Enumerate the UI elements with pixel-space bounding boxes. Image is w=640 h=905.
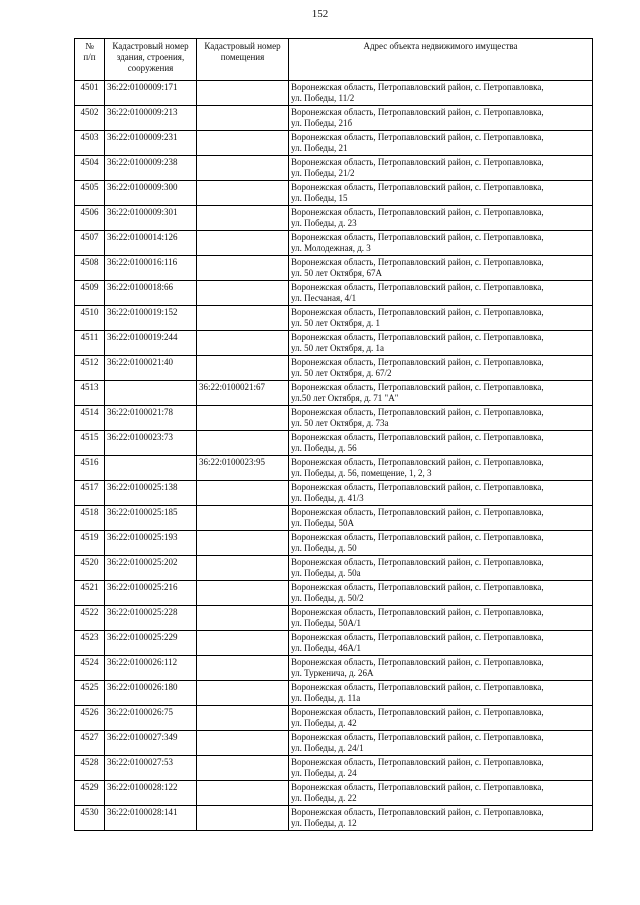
building-cadastral-number: 36:22:0100027:53: [105, 756, 197, 781]
property-address: [289, 356, 593, 381]
building-cadastral-number: 36:22:0100009:301: [105, 206, 197, 231]
property-address: [289, 656, 593, 681]
table-row: [75, 381, 593, 406]
row-number: 4513: [75, 381, 105, 406]
property-address: [289, 481, 593, 506]
row-number: 4528: [75, 756, 105, 781]
address-line-1: Воронежская область, Петропавловский район, с. Петропавловка,: [291, 457, 544, 467]
address-line-2: ул. Победы, д. 23: [291, 217, 357, 228]
building-cadastral-number: [105, 456, 197, 481]
address-line-2: ул. Победы, 21/2: [291, 167, 355, 178]
room-cadastral-number: [197, 306, 289, 331]
address-line-1: Воронежская область, Петропавловский район, с. Петропавловка,: [291, 532, 544, 542]
address-line-1: Воронежская область, Петропавловский район, с. Петропавловка,: [291, 582, 544, 592]
table-row: [75, 531, 593, 556]
address-line-1: Воронежская область, Петропавловский район, с. Петропавловка,: [291, 232, 544, 242]
room-cadastral-number: [197, 631, 289, 656]
property-address: [289, 206, 593, 231]
table-row: [75, 181, 593, 206]
property-address: [289, 181, 593, 206]
property-address: [289, 456, 593, 481]
address-line-1: Воронежская область, Петропавловский район, с. Петропавловка,: [291, 732, 544, 742]
header-address: Адрес объекта недвижимого имущества: [289, 39, 593, 81]
address-line-2: ул. Победы, д. 12: [291, 817, 357, 828]
address-line-1: Воронежская область, Петропавловский район, с. Петропавловка,: [291, 357, 544, 367]
room-cadastral-number: [197, 731, 289, 756]
row-number: 4511: [75, 331, 105, 356]
property-address: [289, 106, 593, 131]
property-address: [289, 706, 593, 731]
building-cadastral-number: 36:22:0100027:349: [105, 731, 197, 756]
address-line-1: Воронежская область, Петропавловский район, с. Петропавловка,: [291, 507, 544, 517]
row-number: 4510: [75, 306, 105, 331]
room-cadastral-number: [197, 156, 289, 181]
address-line-1: Воронежская область, Петропавловский район, с. Петропавловка,: [291, 157, 544, 167]
address-line-2: ул. Победы, 21б: [291, 117, 353, 128]
row-number: 4518: [75, 506, 105, 531]
table-row: [75, 731, 593, 756]
table-header-row: [75, 39, 593, 81]
property-address: [289, 406, 593, 431]
property-address: [289, 81, 593, 106]
building-cadastral-number: 36:22:0100026:180: [105, 681, 197, 706]
address-line-1: Воронежская область, Петропавловский район, с. Петропавловка,: [291, 607, 544, 617]
property-address: [289, 306, 593, 331]
room-cadastral-number: 36:22:0100023:95: [197, 456, 289, 481]
row-number: 4516: [75, 456, 105, 481]
address-line-2: ул. Победы, 50А/1: [291, 617, 362, 628]
room-cadastral-number: [197, 131, 289, 156]
table-row: [75, 606, 593, 631]
table-row: [75, 631, 593, 656]
address-line-2: ул. Победы, д. 50а: [291, 567, 361, 578]
address-line-2: ул. Победы, 11/2: [291, 92, 355, 103]
address-line-1: Воронежская область, Петропавловский район, с. Петропавловка,: [291, 182, 544, 192]
address-line-1: Воронежская область, Петропавловский район, с. Петропавловка,: [291, 657, 544, 667]
row-number: 4502: [75, 106, 105, 131]
address-line-1: Воронежская область, Петропавловский район, с. Петропавловка,: [291, 432, 544, 442]
property-address: [289, 731, 593, 756]
address-line-2: ул. 50 лет Октября, д. 67/2: [291, 367, 392, 378]
row-number: 4519: [75, 531, 105, 556]
table-row: [75, 581, 593, 606]
address-line-2: ул. 50 лет Октября, д. 1а: [291, 342, 385, 353]
building-cadastral-number: 36:22:0100009:213: [105, 106, 197, 131]
row-number: 4523: [75, 631, 105, 656]
building-cadastral-number: 36:22:0100025:138: [105, 481, 197, 506]
address-line-1: Воронежская область, Петропавловский район, с. Петропавловка,: [291, 332, 544, 342]
building-cadastral-number: 36:22:0100026:75: [105, 706, 197, 731]
address-line-2: ул. Песчаная, 4/1: [291, 292, 357, 303]
building-cadastral-number: [105, 381, 197, 406]
address-line-2: ул. 50 лет Октября, д. 73а: [291, 417, 389, 428]
room-cadastral-number: [197, 581, 289, 606]
property-address: [289, 381, 593, 406]
building-cadastral-number: 36:22:0100009:171: [105, 81, 197, 106]
building-cadastral-number: 36:22:0100025:202: [105, 556, 197, 581]
table-row: [75, 806, 593, 831]
room-cadastral-number: 36:22:0100021:67: [197, 381, 289, 406]
room-cadastral-number: [197, 756, 289, 781]
row-number: 4524: [75, 656, 105, 681]
building-cadastral-number: 36:22:0100018:66: [105, 281, 197, 306]
address-line-1: Воронежская область, Петропавловский район, с. Петропавловка,: [291, 82, 544, 92]
room-cadastral-number: [197, 281, 289, 306]
room-cadastral-number: [197, 356, 289, 381]
row-number: 4520: [75, 556, 105, 581]
property-address: [289, 331, 593, 356]
room-cadastral-number: [197, 656, 289, 681]
building-cadastral-number: 36:22:0100009:231: [105, 131, 197, 156]
address-line-1: Воронежская область, Петропавловский район, с. Петропавловка,: [291, 107, 544, 117]
table-row: [75, 456, 593, 481]
room-cadastral-number: [197, 681, 289, 706]
address-line-2: ул. Победы, д. 11а: [291, 692, 361, 703]
building-cadastral-number: 36:22:0100026:112: [105, 656, 197, 681]
building-cadastral-number: 36:22:0100019:152: [105, 306, 197, 331]
property-address: [289, 431, 593, 456]
address-line-1: Воронежская область, Петропавловский район, с. Петропавловка,: [291, 682, 544, 692]
row-number: 4530: [75, 806, 105, 831]
building-cadastral-number: 36:22:0100025:216: [105, 581, 197, 606]
row-number: 4529: [75, 781, 105, 806]
address-line-2: ул. Победы, 21: [291, 142, 348, 153]
row-number: 4525: [75, 681, 105, 706]
header-num: № п/п: [75, 39, 105, 81]
building-cadastral-number: 36:22:0100021:78: [105, 406, 197, 431]
table-row: [75, 256, 593, 281]
address-line-2: ул. Победы, д. 41/3: [291, 492, 364, 503]
property-address: [289, 681, 593, 706]
room-cadastral-number: [197, 106, 289, 131]
property-address: [289, 281, 593, 306]
table-row: [75, 481, 593, 506]
address-line-2: ул. Победы, д. 56: [291, 442, 357, 453]
table-row: [75, 206, 593, 231]
row-number: 4512: [75, 356, 105, 381]
table-row: [75, 106, 593, 131]
address-line-2: ул. Победы, 46А/1: [291, 642, 362, 653]
property-address: [289, 781, 593, 806]
address-line-1: Воронежская область, Петропавловский район, с. Петропавловка,: [291, 132, 544, 142]
table-row: [75, 406, 593, 431]
building-cadastral-number: 36:22:0100025:229: [105, 631, 197, 656]
building-cadastral-number: 36:22:0100025:185: [105, 506, 197, 531]
property-address: [289, 556, 593, 581]
room-cadastral-number: [197, 406, 289, 431]
building-cadastral-number: 36:22:0100023:73: [105, 431, 197, 456]
address-line-2: ул. Победы, д. 22: [291, 792, 357, 803]
room-cadastral-number: [197, 606, 289, 631]
address-line-2: ул. Молодежная, д. 3: [291, 242, 371, 253]
row-number: 4526: [75, 706, 105, 731]
room-cadastral-number: [197, 781, 289, 806]
table-row: [75, 331, 593, 356]
building-cadastral-number: 36:22:0100014:126: [105, 231, 197, 256]
property-registry-table: [74, 38, 593, 831]
header-room-cadastral: Кадастровый номер помещения: [197, 39, 289, 81]
table-row: [75, 231, 593, 256]
row-number: 4501: [75, 81, 105, 106]
table-body: [75, 81, 593, 831]
room-cadastral-number: [197, 506, 289, 531]
property-address: [289, 581, 593, 606]
row-number: 4522: [75, 606, 105, 631]
row-number: 4527: [75, 731, 105, 756]
room-cadastral-number: [197, 706, 289, 731]
table-row: [75, 506, 593, 531]
property-address: [289, 606, 593, 631]
address-line-2: ул. Победы, д. 24/1: [291, 742, 364, 753]
room-cadastral-number: [197, 206, 289, 231]
header-building-cadastral: Кадастровый номер здания, строения, сооружения: [105, 39, 197, 81]
room-cadastral-number: [197, 181, 289, 206]
table-row: [75, 356, 593, 381]
row-number: 4515: [75, 431, 105, 456]
table-row: [75, 431, 593, 456]
property-address: [289, 531, 593, 556]
property-address: [289, 231, 593, 256]
building-cadastral-number: 36:22:0100028:122: [105, 781, 197, 806]
address-line-1: Воронежская область, Петропавловский район, с. Петропавловка,: [291, 282, 544, 292]
address-line-2: ул. Победы, д. 56, помещение, 1, 2, 3: [291, 467, 432, 478]
table-row: [75, 781, 593, 806]
property-address: [289, 806, 593, 831]
row-number: 4507: [75, 231, 105, 256]
table-row: [75, 306, 593, 331]
address-line-2: ул. Победы, д. 24: [291, 767, 357, 778]
row-number: 4509: [75, 281, 105, 306]
address-line-1: Воронежская область, Петропавловский район, с. Петропавловка,: [291, 782, 544, 792]
row-number: 4514: [75, 406, 105, 431]
address-line-2: ул. Победы, д. 50: [291, 542, 357, 553]
table-row: [75, 681, 593, 706]
room-cadastral-number: [197, 556, 289, 581]
building-cadastral-number: 36:22:0100009:300: [105, 181, 197, 206]
table-row: [75, 131, 593, 156]
room-cadastral-number: [197, 431, 289, 456]
property-address: [289, 156, 593, 181]
address-line-1: Воронежская область, Петропавловский район, с. Петропавловка,: [291, 207, 544, 217]
address-line-2: ул. Победы, д. 50/2: [291, 592, 364, 603]
address-line-2: ул.50 лет Октября, д. 71 "А": [291, 392, 399, 403]
building-cadastral-number: 36:22:0100019:244: [105, 331, 197, 356]
address-line-1: Воронежская область, Петропавловский район, с. Петропавловка,: [291, 257, 544, 267]
row-number: 4505: [75, 181, 105, 206]
row-number: 4506: [75, 206, 105, 231]
address-line-1: Воронежская область, Петропавловский район, с. Петропавловка,: [291, 757, 544, 767]
building-cadastral-number: 36:22:0100025:228: [105, 606, 197, 631]
building-cadastral-number: 36:22:0100028:141: [105, 806, 197, 831]
building-cadastral-number: 36:22:0100021:40: [105, 356, 197, 381]
address-line-1: Воронежская область, Петропавловский район, с. Петропавловка,: [291, 807, 544, 817]
address-line-1: Воронежская область, Петропавловский район, с. Петропавловка,: [291, 382, 544, 392]
room-cadastral-number: [197, 231, 289, 256]
address-line-1: Воронежская область, Петропавловский район, с. Петропавловка,: [291, 632, 544, 642]
property-address: [289, 756, 593, 781]
address-line-2: ул. Победы, 15: [291, 192, 348, 203]
page-number: 152: [311, 8, 329, 20]
row-number: 4503: [75, 131, 105, 156]
property-address: [289, 131, 593, 156]
building-cadastral-number: 36:22:0100025:193: [105, 531, 197, 556]
room-cadastral-number: [197, 331, 289, 356]
address-line-2: ул. 50 лет Октября, 67А: [291, 267, 382, 278]
address-line-1: Воронежская область, Петропавловский район, с. Петропавловка,: [291, 307, 544, 317]
table-row: [75, 281, 593, 306]
property-address: [289, 256, 593, 281]
room-cadastral-number: [197, 256, 289, 281]
property-address: [289, 631, 593, 656]
address-line-1: Воронежская область, Петропавловский район, с. Петропавловка,: [291, 707, 544, 717]
address-line-2: ул. Туркенича, д. 26А: [291, 667, 374, 678]
table-row: [75, 756, 593, 781]
room-cadastral-number: [197, 81, 289, 106]
row-number: 4508: [75, 256, 105, 281]
address-line-2: ул. Победы, д. 42: [291, 717, 357, 728]
property-address: [289, 506, 593, 531]
table-row: [75, 656, 593, 681]
room-cadastral-number: [197, 806, 289, 831]
room-cadastral-number: [197, 481, 289, 506]
room-cadastral-number: [197, 531, 289, 556]
address-line-1: Воронежская область, Петропавловский район, с. Петропавловка,: [291, 557, 544, 567]
table-row: [75, 706, 593, 731]
row-number: 4504: [75, 156, 105, 181]
row-number: 4517: [75, 481, 105, 506]
address-line-1: Воронежская область, Петропавловский район, с. Петропавловка,: [291, 407, 544, 417]
table-row: [75, 156, 593, 181]
row-number: 4521: [75, 581, 105, 606]
address-line-2: ул. Победы, 50А: [291, 517, 355, 528]
address-line-1: Воронежская область, Петропавловский район, с. Петропавловка,: [291, 482, 544, 492]
table-row: [75, 556, 593, 581]
building-cadastral-number: 36:22:0100016:116: [105, 256, 197, 281]
address-line-2: ул. 50 лет Октября, д. 1: [291, 317, 381, 328]
building-cadastral-number: 36:22:0100009:238: [105, 156, 197, 181]
table-row: [75, 81, 593, 106]
